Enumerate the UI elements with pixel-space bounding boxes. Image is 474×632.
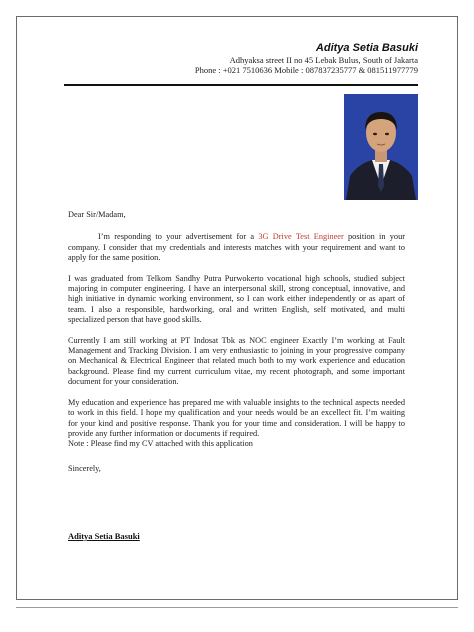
sender-name: Aditya Setia Basuki bbox=[315, 42, 418, 54]
page-bottom-divider bbox=[16, 607, 458, 608]
attachment-note: Note : Please find my CV attached with this application bbox=[68, 439, 253, 449]
paragraph-education: I was graduated from Telkom Sandhy Putra Purwokerto vocational high schools, studied subject majoring in computer engineering. I have an interpersonal skill, strong conceptual, innovative, and high initiative in dynamic working environment, so I can work either independently or as apart of team. I also a responsible, hardworking, oral and written English, self motivated, and multi specialized person that have good skills. bbox=[68, 273, 405, 325]
letter-body bbox=[68, 210, 405, 474]
header-divider bbox=[64, 84, 418, 86]
sender-address: Adhyaksa street II no 45 Lebak Bulus, South of Jakarta bbox=[229, 55, 418, 65]
applicant-photo bbox=[344, 94, 418, 200]
intro-text: I’m responding to your advertisement for a bbox=[98, 232, 259, 242]
sender-phone: Phone : +021 7510636 Mobile : 087837235777 & 081511977779 bbox=[194, 65, 418, 75]
signature-name: Aditya Setia Basuki bbox=[68, 531, 140, 541]
intro-text-continued: position in your company. I consider that my credentials and interests matches with your requirement and want to apply for the same position. bbox=[68, 232, 405, 263]
job-position: 3G Drive Test Engineer bbox=[258, 232, 344, 242]
paragraph-experience: Currently I am still working at PT Indosat Tbk as NOC engineer Exactly I’m working at Fault Management and Tracking Division. I am very enthusiastic to joining in your progressive company on Mechanical & Electrical Engineer that related much both to my work experience and education background. Please find my current curriculum vitae, my recent photograph, and some important document for your consideration. bbox=[68, 335, 405, 387]
closing-sincerely: Sincerely, bbox=[68, 463, 101, 473]
paragraph-intro bbox=[68, 232, 405, 263]
salutation: Dear Sir/Madam, bbox=[68, 210, 126, 219]
paragraph-closing: My education and experience has prepared me with valuable insights to the technical aspects needed to work in this field. I hope my qualification and your needs would be an excellect fit. I’m waiting for your kind and positive response. Thank you for your time and consideration. I will be happy to provide any further information or documents if required. bbox=[68, 397, 405, 438]
person-portrait-icon bbox=[344, 94, 418, 200]
